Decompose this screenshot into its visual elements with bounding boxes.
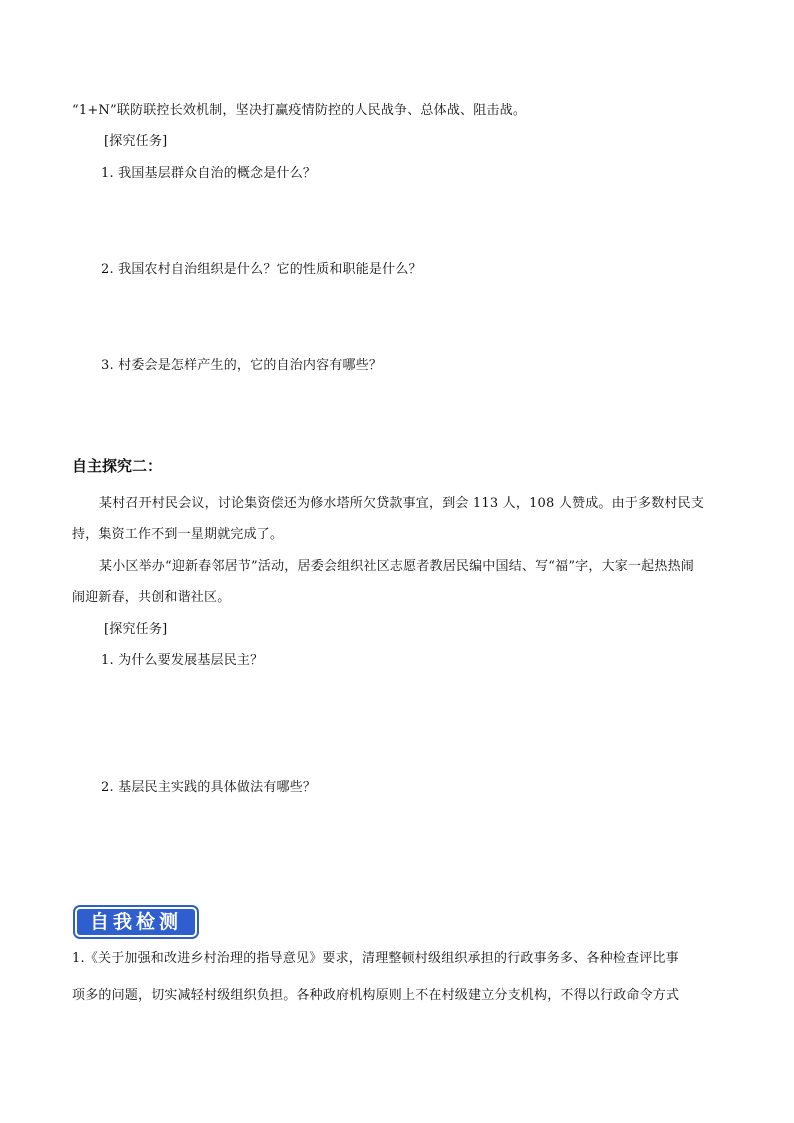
intro-line: “1+N”联防联控长效机制，坚决打赢疫情防控的人民战争、总体战、阻击战。 <box>72 103 527 118</box>
task-label-2: [探究任务] <box>104 622 168 637</box>
paragraph-2-line-2: 闹迎新春，共创和谐社区。 <box>72 590 231 605</box>
question-2-1: 1. 为什么要发展基层民主？ <box>101 653 264 668</box>
question-2-2: 2. 基层民主实践的具体做法有哪些？ <box>101 780 317 795</box>
question-1-3: 3. 村委会是怎样产生的，它的自治内容有哪些？ <box>101 358 383 373</box>
paragraph-1-line-1: 某村召开村民会议，讨论集资偿还为修水塔所欠贷款事宜，到会 113 人，108 人赞成。由于多数村民支 <box>99 496 705 511</box>
self-test-question-1-line-2: 项多的问题，切实减轻村级组织负担。各种政府机构原则上不在村级建立分支机构，不得以行政命令方式 <box>72 988 680 1003</box>
question-1-1: 1. 我国基层群众自治的概念是什么？ <box>101 166 317 181</box>
task-label-1: [探究任务] <box>104 134 168 149</box>
self-test-badge: 自我检测 <box>75 907 197 937</box>
paragraph-1-line-2: 持，集资工作不到一星期就完成了。 <box>72 527 284 542</box>
paragraph-2-line-1: 某小区举办“迎新春邻居节”活动，居委会组织社区志愿者教居民编中国结、写“福”字，大家一起热热闹 <box>99 559 694 574</box>
self-test-question-1-line-1: 1.《关于加强和改进乡村治理的指导意见》要求，清理整顿村级组织承担的行政事务多、各种检查评比事 <box>72 951 679 966</box>
question-1-2: 2. 我国农村自治组织是什么？它的性质和职能是什么？ <box>101 262 422 277</box>
section-heading-explore-two: 自主探究二： <box>72 457 163 475</box>
